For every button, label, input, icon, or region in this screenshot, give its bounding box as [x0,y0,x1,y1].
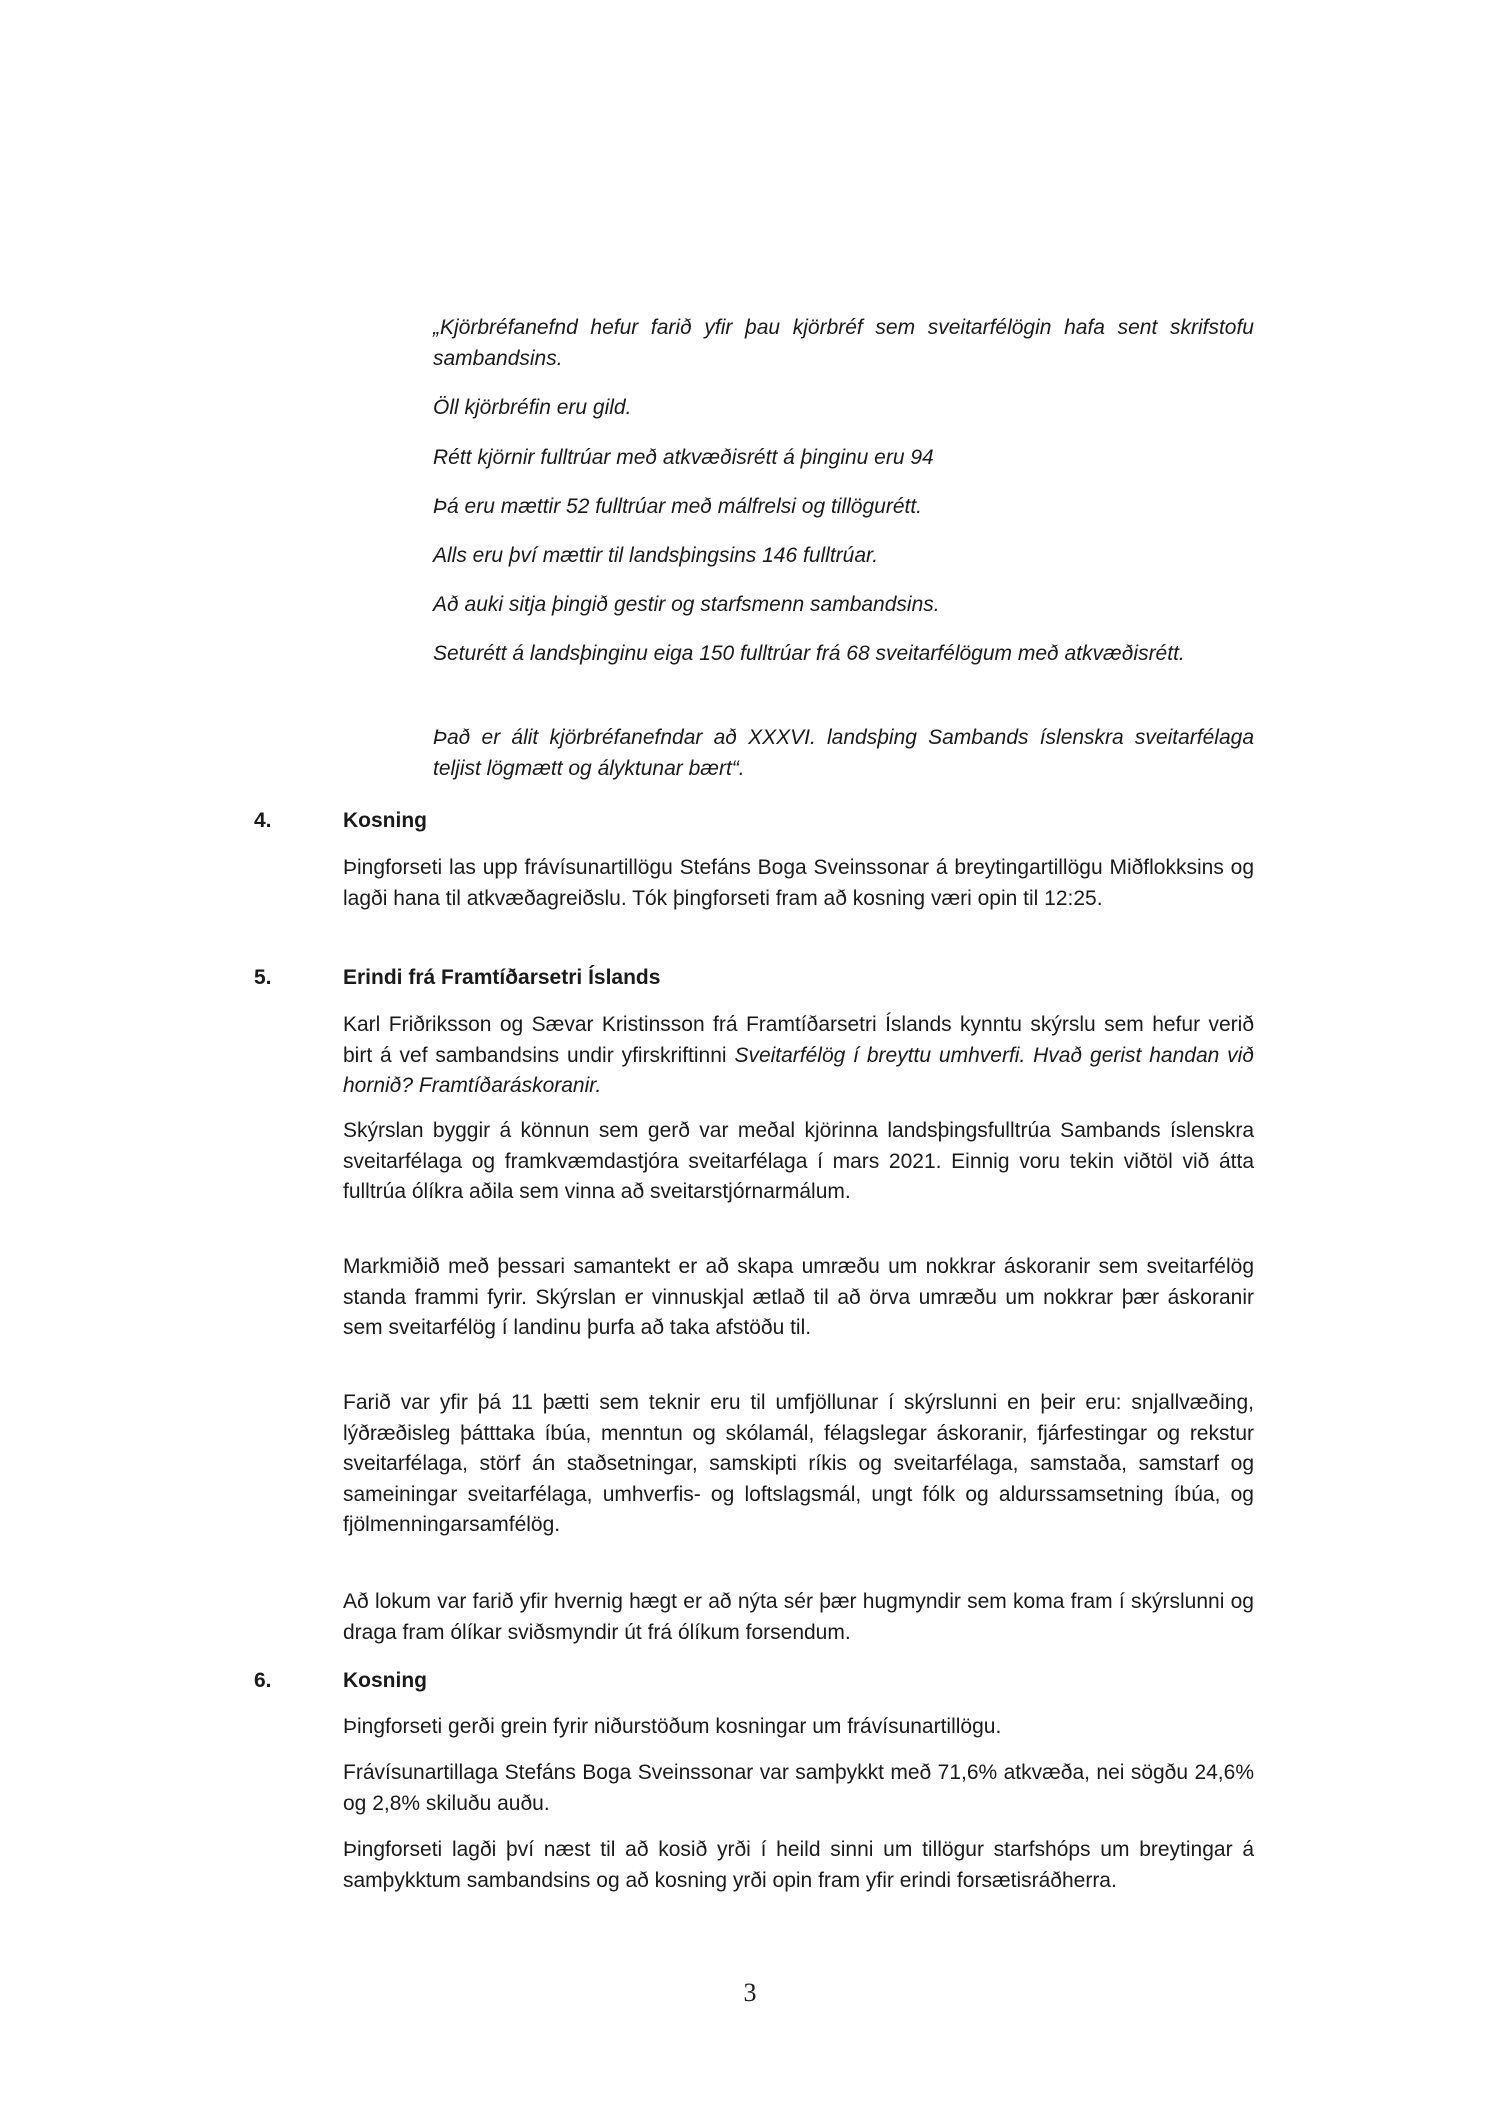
body-paragraph: Þingforseti las upp frávísunartillögu Stefáns Boga Sveinssonar á breytingartillögu Miðflokksins og lagði hana til atkvæðagreiðslu. Tók þingforseti fram að kosning væri opin til 12:25. [343,856,1254,910]
quote-paragraph: Það er álit kjörbréfanefndar að XXXVI. landsþing Sambands íslenskra sveitarfélaga teljist lögmætt og ályktunar bært“. [433,726,1254,780]
body-paragraph: Skýrslan byggir á könnun sem gerð var meðal kjörinna landsþingsfulltrúa Sambands íslenskra sveitarfélaga og framkvæmdastjóra sveitarfélaga í mars 2021. Einnig voru tekin viðtöl við átta fulltrúa ólíkra aðila sem vinna að sveitarstjórnarmálum. [343,1119,1254,1203]
quote-paragraph: Alls eru því mættir til landsþingsins 146 fulltrúar. [433,544,879,567]
body-paragraph: Þingforseti lagði því næst til að kosið yrði í heild sinni um tillögur starfshóps um breytingar á samþykktum sambandsins og að kosning yrði opin fram yfir erindi forsætisráðherra. [343,1838,1254,1892]
quote-paragraph: Rétt kjörnir fulltrúar með atkvæðisrétt á þinginu eru 94 [433,446,934,469]
body-paragraph: Markmiðið með þessari samantekt er að skapa umræðu um nokkrar áskoranir sem sveitarfélög standa frammi fyrir. Skýrslan er vinnuskjal ætlað til að örva umræðu um nokkrar þær áskoranir sem sveitarfélög í landinu þurfa að taka afstöðu til. [343,1255,1254,1339]
body-paragraph: Farið var yfir þá 11 þætti sem teknir eru til umfjöllunar í skýrslunni en þeir eru: snjallvæðing, lýðræðisleg þátttaka íbúa, menntun og skólamál, félagslegar áskoranir, fjárfestingar og rekstur sveitarfélaga, störf án staðsetningar, samskipti ríkis og sveitarfélaga, samstaða, samstarf og sameiningar sveitarfélaga, umhverfis- og loftslagsmál, ungt fólk og aldurssamsetning íbúa, og fjölmenningarsamfélög. [343,1391,1254,1536]
intro-text: Karl Friðriksson og Sævar Kristinsson frá Framtíðarsetri Íslands kynntu skýrslu sem hefur verið birt á vef sambandsins undir yfirskriftinni [343,1013,1254,1067]
body-paragraph: Þingforseti gerði grein fyrir niðurstöðum kosningar um frávísunartillögu. [343,1715,1002,1738]
section-heading: Kosning [343,809,427,832]
quote-paragraph: „Kjörbréfanefnd hefur farið yfir þau kjörbréf sem sveitarfélögin hafa sent skrifstofu sambandsins. [433,316,1254,370]
quote-paragraph: Að auki sitja þingið gestir og starfsmenn sambandsins. [433,593,940,616]
body-paragraph [343,1010,1254,1102]
section-heading: Kosning [343,1669,427,1692]
section-number: 5. [254,966,272,989]
report-title: Sveitarfélög í breyttu umhverfi. Hvað gerist handan við hornið? Framtíðaráskoranir. [343,1043,1254,1097]
quote-paragraph: Öll kjörbréfin eru gild. [433,396,632,419]
section-number: 4. [254,809,272,832]
body-paragraph: Að lokum var farið yfir hvernig hægt er að nýta sér þær hugmyndir sem koma fram í skýrslunni og draga fram ólíkar sviðsmyndir út frá ólíkum forsendum. [343,1590,1254,1644]
quote-paragraph: Seturétt á landsþinginu eiga 150 fulltrúar frá 68 sveitarfélögum með atkvæðisrétt. [433,642,1185,665]
section-number: 6. [254,1669,272,1692]
page-number: 3 [743,1978,757,2007]
section-heading: Erindi frá Framtíðarsetri Íslands [343,966,661,989]
body-paragraph: Frávísunartillaga Stefáns Boga Sveinssonar var samþykkt með 71,6% atkvæða, nei sögðu 24,6% og 2,8% skiluðu auðu. [343,1761,1254,1815]
quote-paragraph: Þá eru mættir 52 fulltrúar með málfrelsi og tillögurétt. [433,495,923,518]
